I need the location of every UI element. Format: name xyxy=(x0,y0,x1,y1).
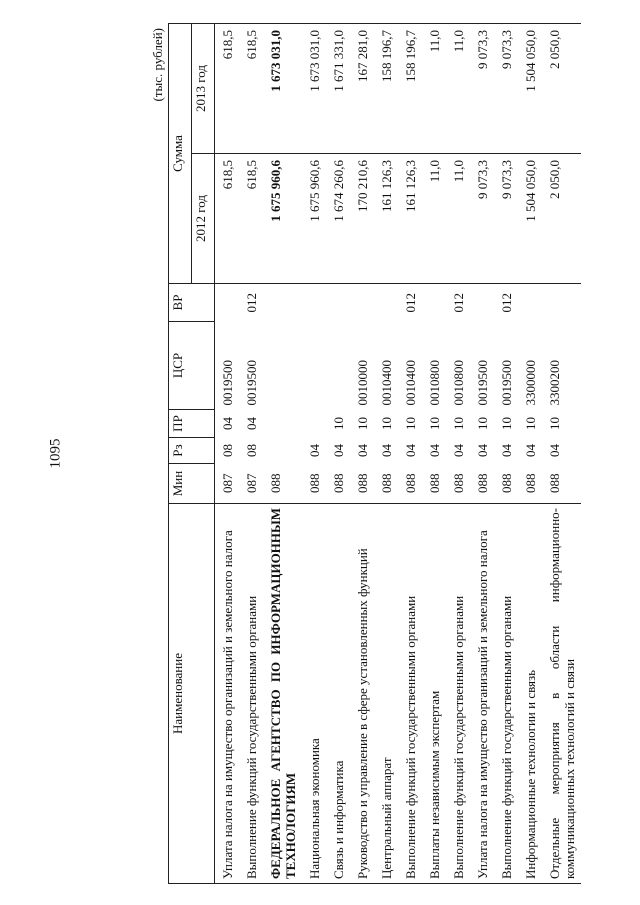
row-name: Уплата налога на имущество организаций и земельного налога xyxy=(215,504,240,884)
table-row xyxy=(542,24,581,884)
row-vr xyxy=(326,284,350,322)
row-min: 088 xyxy=(307,473,322,493)
row-csr: 0010400 xyxy=(379,360,394,406)
row-min: 088 xyxy=(451,473,466,493)
row-pr: 04 xyxy=(220,417,235,430)
row-2012: 170 210,6 xyxy=(350,154,374,284)
row-2013: 618,5 xyxy=(239,24,263,154)
budget-table xyxy=(168,23,581,884)
row-csr: 3300200 xyxy=(547,360,562,406)
row-min: 088 xyxy=(547,473,562,493)
row-2013: 167 281,0 xyxy=(350,24,374,154)
row-name: Национальная экономика xyxy=(302,504,326,884)
row-name: Руководство и управление в сфере установленных функций xyxy=(350,504,374,884)
row-2013: 9 073,3 xyxy=(470,24,494,154)
header-csr: ЦСР xyxy=(169,322,215,410)
table-row xyxy=(326,24,350,884)
row-2013: 11,0 xyxy=(422,24,446,154)
row-min: 088 xyxy=(331,473,346,493)
row-vr: 012 xyxy=(398,284,422,322)
row-pr: 10 xyxy=(331,417,346,430)
header-min: Мин xyxy=(169,464,215,504)
row-2013: 158 196,7 xyxy=(398,24,422,154)
row-vr xyxy=(374,284,398,322)
row-2013: 11,0 xyxy=(446,24,470,154)
row-rz: 04 xyxy=(379,444,394,457)
row-name: Выполнение функций государственными органами xyxy=(494,504,518,884)
row-pr: 10 xyxy=(451,417,466,430)
row-2013: 9 073,3 xyxy=(494,24,518,154)
header-vr: ВР xyxy=(169,284,215,322)
row-name: Отдельные мероприятия в области информационно-коммуникационных технологий и связи xyxy=(542,504,581,884)
header-2012: 2012 год xyxy=(192,154,215,284)
row-pr: 10 xyxy=(379,417,394,430)
row-csr xyxy=(263,322,302,410)
row-2012: 1 675 960,6 xyxy=(302,154,326,284)
header-2013: 2013 год xyxy=(192,24,215,154)
row-rz: 04 xyxy=(403,444,418,457)
table-row xyxy=(518,24,542,884)
row-vr xyxy=(350,284,374,322)
row-2013: 1 673 031,0 xyxy=(302,24,326,154)
row-2013: 1 673 031,0 xyxy=(263,24,302,154)
table-row xyxy=(239,24,263,884)
row-min: 088 xyxy=(268,473,283,493)
row-2013: 1 671 331,0 xyxy=(326,24,350,154)
row-min: 088 xyxy=(403,473,418,493)
row-name: Выполнение функций государственными органами xyxy=(446,504,470,884)
row-min: 088 xyxy=(427,473,442,493)
table-row xyxy=(263,24,302,884)
row-2012: 1 504 050,0 xyxy=(518,154,542,284)
table-row xyxy=(422,24,446,884)
row-vr xyxy=(302,284,326,322)
row-2012: 9 073,3 xyxy=(470,154,494,284)
row-2013: 618,5 xyxy=(215,24,240,154)
row-csr: 0019500 xyxy=(475,360,490,406)
row-rz: 04 xyxy=(523,444,538,457)
row-name: Уплата налога на имущество организаций и земельного налога xyxy=(470,504,494,884)
rotated-page-content xyxy=(150,24,610,884)
table-row xyxy=(302,24,326,884)
row-min: 087 xyxy=(220,473,235,493)
row-2012: 618,5 xyxy=(215,154,240,284)
row-2012: 11,0 xyxy=(446,154,470,284)
row-pr xyxy=(302,410,326,438)
row-csr: 0019500 xyxy=(499,360,514,406)
row-rz: 04 xyxy=(427,444,442,457)
row-pr: 10 xyxy=(547,417,562,430)
row-vr xyxy=(422,284,446,322)
row-rz: 04 xyxy=(547,444,562,457)
row-vr xyxy=(470,284,494,322)
row-min: 088 xyxy=(475,473,490,493)
row-pr: 10 xyxy=(523,417,538,430)
row-csr xyxy=(302,322,326,410)
row-min: 088 xyxy=(523,473,538,493)
table-row xyxy=(398,24,422,884)
row-name: Выполнение функций государственными органами xyxy=(398,504,422,884)
row-rz: 08 xyxy=(220,444,235,457)
row-csr: 3300000 xyxy=(523,360,538,406)
row-name: Выплаты независимым экспертам xyxy=(422,504,446,884)
row-2012: 2 050,0 xyxy=(542,154,581,284)
page-number: 1095 xyxy=(47,438,64,469)
header-pr: ПР xyxy=(169,410,215,438)
row-min: 088 xyxy=(499,473,514,493)
row-2013: 1 504 050,0 xyxy=(518,24,542,154)
row-pr: 10 xyxy=(403,417,418,430)
table-row xyxy=(350,24,374,884)
table-row xyxy=(446,24,470,884)
row-2012: 11,0 xyxy=(422,154,446,284)
row-2013: 158 196,7 xyxy=(374,24,398,154)
row-name: Информационные технологии и связь xyxy=(518,504,542,884)
row-min: 088 xyxy=(355,473,370,493)
row-vr: 012 xyxy=(494,284,518,322)
row-csr: 0010800 xyxy=(451,360,466,406)
row-pr: 10 xyxy=(475,417,490,430)
row-rz: 04 xyxy=(355,444,370,457)
row-2012: 618,5 xyxy=(239,154,263,284)
row-rz xyxy=(263,438,302,464)
row-2012: 1 674 260,6 xyxy=(326,154,350,284)
row-name: Связь и информатика xyxy=(326,504,350,884)
row-pr: 10 xyxy=(355,417,370,430)
row-rz: 04 xyxy=(499,444,514,457)
table-row xyxy=(374,24,398,884)
units-label: (тыс. рублей) xyxy=(150,28,165,102)
row-2013: 2 050,0 xyxy=(542,24,581,154)
row-2012: 161 126,3 xyxy=(374,154,398,284)
header-rz: Рз xyxy=(169,438,215,464)
row-vr: 012 xyxy=(239,284,263,322)
row-2012: 161 126,3 xyxy=(398,154,422,284)
row-min: 087 xyxy=(244,473,259,493)
row-rz: 04 xyxy=(475,444,490,457)
table-row xyxy=(470,24,494,884)
row-name: ФЕДЕРАЛЬНОЕ АГЕНТСТВО ПО ИНФОРМАЦИОННЫМ ТЕХНОЛОГИЯМ xyxy=(263,504,302,884)
row-csr: 0019500 xyxy=(244,360,259,406)
header-name: Наименование xyxy=(169,504,215,884)
row-name: Выполнение функций государственными органами xyxy=(239,504,263,884)
row-pr: 04 xyxy=(244,417,259,430)
header-sum: Сумма xyxy=(169,24,192,284)
row-rz: 04 xyxy=(331,444,346,457)
row-pr: 10 xyxy=(499,417,514,430)
row-vr: 012 xyxy=(446,284,470,322)
row-rz: 04 xyxy=(307,444,322,457)
row-name: Центральный аппарат xyxy=(374,504,398,884)
row-csr: 0010000 xyxy=(355,360,370,406)
row-min: 088 xyxy=(379,473,394,493)
table-row xyxy=(215,24,240,884)
row-csr: 0019500 xyxy=(220,360,235,406)
row-2012: 9 073,3 xyxy=(494,154,518,284)
row-vr xyxy=(518,284,542,322)
row-csr: 0010400 xyxy=(403,360,418,406)
row-csr: 0010800 xyxy=(427,360,442,406)
row-2012: 1 675 960,6 xyxy=(263,154,302,284)
table-row xyxy=(494,24,518,884)
row-csr xyxy=(326,322,350,410)
row-rz: 08 xyxy=(244,444,259,457)
row-vr xyxy=(263,284,302,322)
row-rz: 04 xyxy=(451,444,466,457)
row-pr xyxy=(263,410,302,438)
row-vr xyxy=(542,284,581,322)
row-vr xyxy=(215,284,240,322)
row-pr: 10 xyxy=(427,417,442,430)
